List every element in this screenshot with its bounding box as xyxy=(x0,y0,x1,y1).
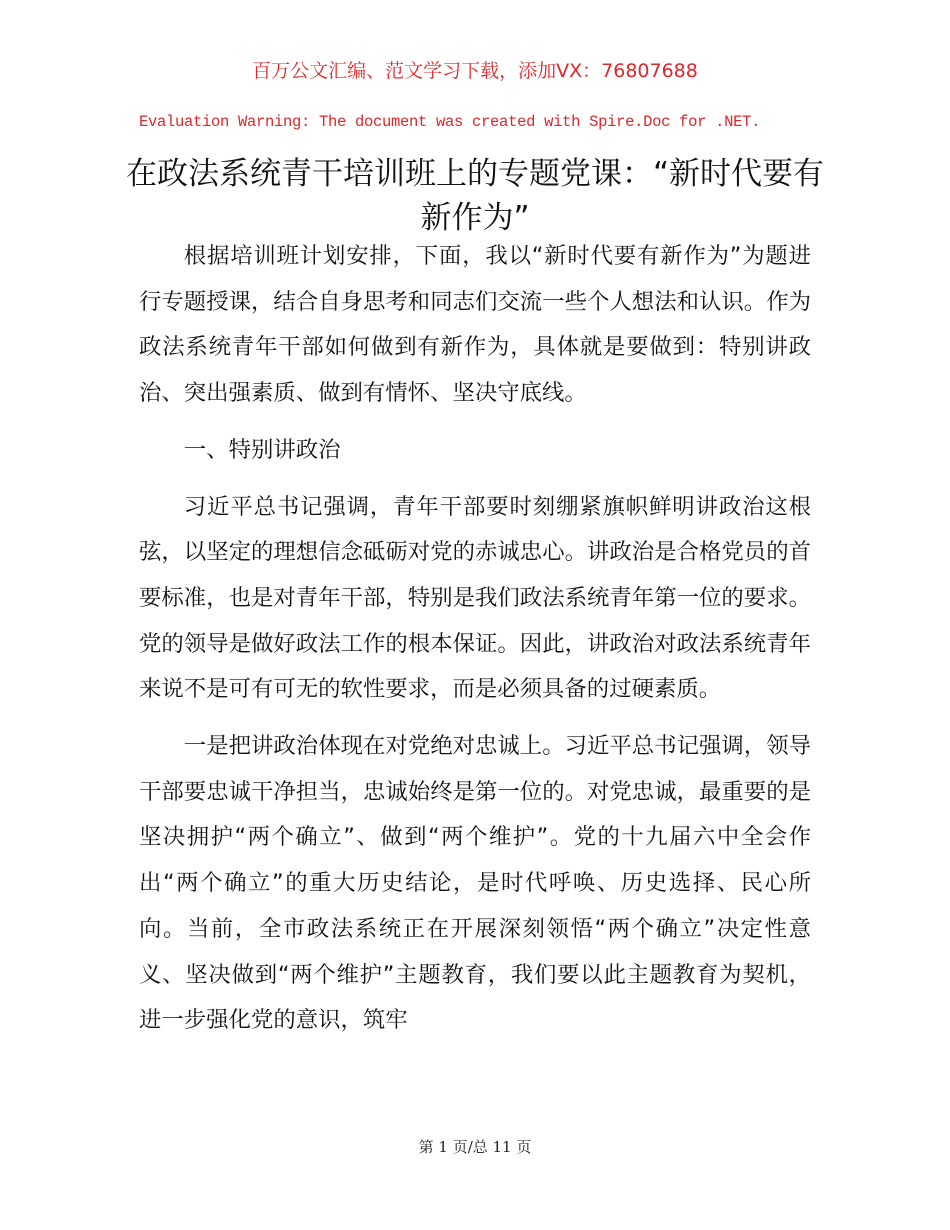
document-body xyxy=(139,234,811,1044)
paragraph-loyalty: 一是把讲政治体现在对党绝对忠诚上。习近平总书记强调，领导干部要忠诚干净担当，忠诚始终是第一位的。对党忠诚，最重要的是坚决拥护“两个确立”、做到“两个维护”。党的十九届六中全会作出“两个确立”的重大历史结论，是时代呼唤、历史选择、民心所向。当前，全市政法系统正在开展深刻领悟“两个确立”决定性意义、坚决做到“两个维护”主题教育，我们要以此主题教育为契机，进一步强化党的意识，筑牢 xyxy=(139,733,811,1034)
section-heading-1: 一、特别讲政治 xyxy=(183,436,341,463)
document-title: 在政法系统青干培训班上的专题党课：“新时代要有新作为” xyxy=(125,156,825,236)
header-banner: 百万公文汇编、范文学习下载，添加VX：76807688 xyxy=(252,60,698,82)
paragraph-intro: 根据培训班计划安排，下面，我以“新时代要有新作为”为题进行专题授课，结合自身思考和同志们交流一些个人想法和认识。作为政法系统青年干部如何做到有新作为，具体就是要做到：特别讲政治、突出强素质、做到有情怀、坚决守底线。 xyxy=(139,243,811,407)
paragraph-politics: 习近平总书记强调，青年干部要时刻绷紧旗帜鲜明讲政治这根弦，以坚定的理想信念砥砺对党的赤诚忠心。讲政治是合格党员的首要标准，也是对青年干部，特别是我们政法系统青年第一位的要求。党的领导是做好政法工作的根本保证。因此，讲政治对政法系统青年来说不是可有可无的软性要求，而是必须具备的过硬素质。 xyxy=(139,493,811,703)
evaluation-warning: Evaluation Warning: The document was created with Spire.Doc for .NET. xyxy=(139,113,761,131)
page-indicator: 第 1 页/总 11 页 xyxy=(418,1138,532,1156)
